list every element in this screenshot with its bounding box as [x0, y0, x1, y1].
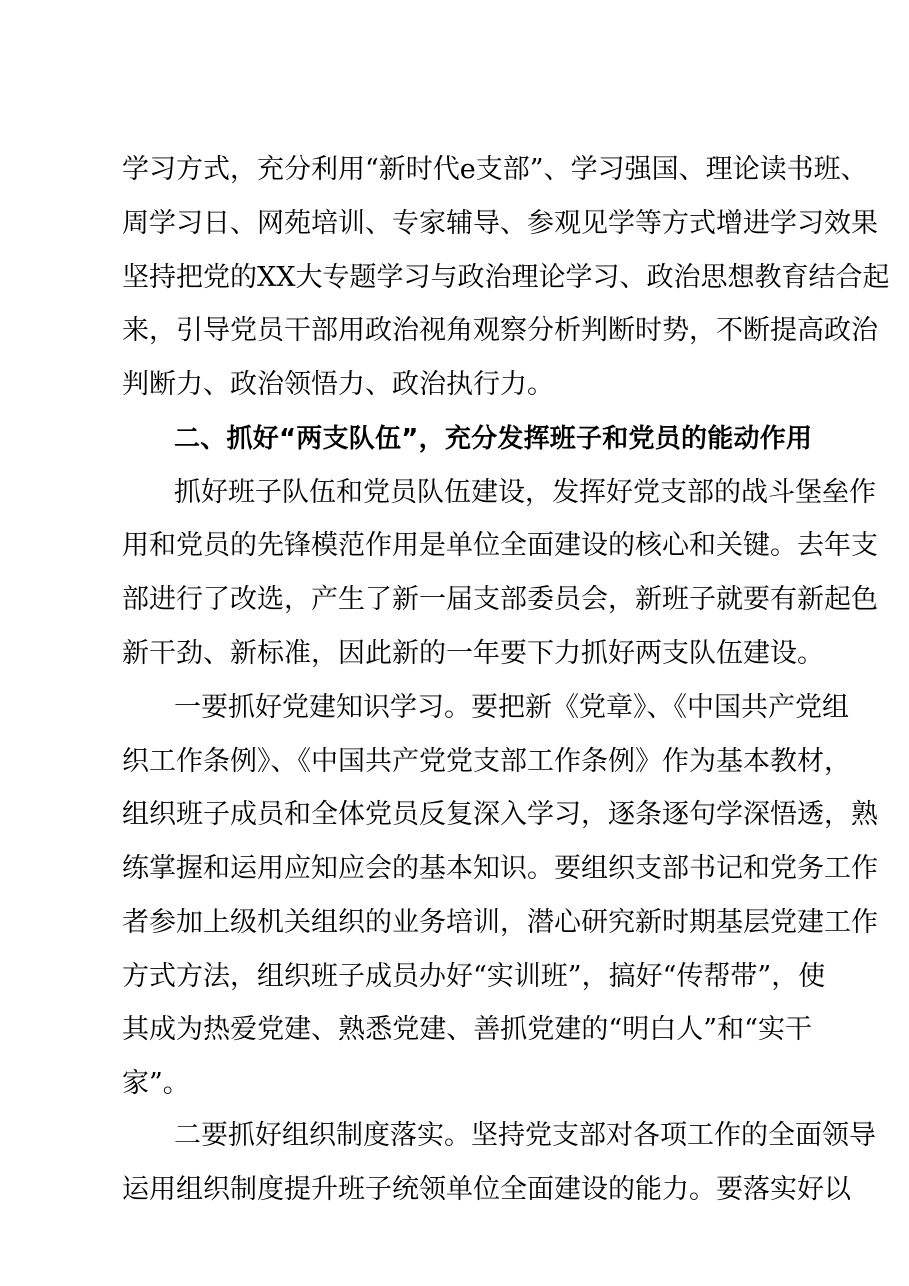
paragraph-first-line: 二要抓好组织制度落实。坚持党支部对各项工作的全面领导	[174, 1120, 876, 1151]
body-text-line: 其成为热爱党建、熟悉党建、善抓党建的“明白人”和“实干	[122, 1014, 812, 1045]
body-text-line: 学习方式，充分利用“新时代e支部”、学习强国、理论读书班、	[122, 154, 868, 185]
body-text-line: 周学习日、网苑培训、专家辅导、参观见学等方式增进学习效果	[122, 208, 878, 239]
body-text-line: 织工作条例》、《中国共产党党支部工作条例》作为基本教材，	[122, 746, 851, 777]
paragraph-first-line: 一要抓好党建知识学习。要把新《党章》、《中国共产党组	[174, 692, 849, 723]
body-text-line: 坚持把党的XX大专题学习与政治理论学习、政治思想教育结合起	[122, 262, 890, 293]
body-text-line: 者参加上级机关组织的业务培训，潜心研究新时期基层党建工作	[122, 907, 878, 938]
body-text-line: 方式方法，组织班子成员办好“实训班”，搞好“传帮带”，使	[122, 961, 826, 992]
paragraph-first-line: 抓好班子队伍和党员队伍建设，发挥好党支部的战斗堡垒作	[174, 477, 876, 508]
body-text-line: 部进行了改选，产生了新一届支部委员会，新班子就要有新起色	[122, 584, 878, 615]
body-text-line: 新干劲、新标准，因此新的一年要下力抓好两支队伍建设。	[122, 638, 824, 669]
body-text-line: 运用组织制度提升班子统领单位全面建设的能力。要落实好以	[122, 1174, 851, 1205]
body-text-line: 用和党员的先锋模范作用是单位全面建设的核心和关键。去年支	[122, 530, 878, 561]
body-text-line: 家”。	[122, 1068, 190, 1099]
body-text-line: 练掌握和运用应知应会的基本知识。要组织支部书记和党务工作	[122, 853, 878, 884]
body-text-line: 组织班子成员和全体党员反复深入学习，逐条逐句学深悟透，熟	[122, 799, 878, 830]
section-heading: 二、抓好“两支队伍”，充分发挥班子和党员的能动作用	[174, 424, 812, 454]
body-text-line: 判断力、政治领悟力、政治执行力。	[122, 369, 554, 400]
body-text-line: 来，引导党员干部用政治视角观察分析判断时势，不断提高政治	[122, 315, 878, 346]
